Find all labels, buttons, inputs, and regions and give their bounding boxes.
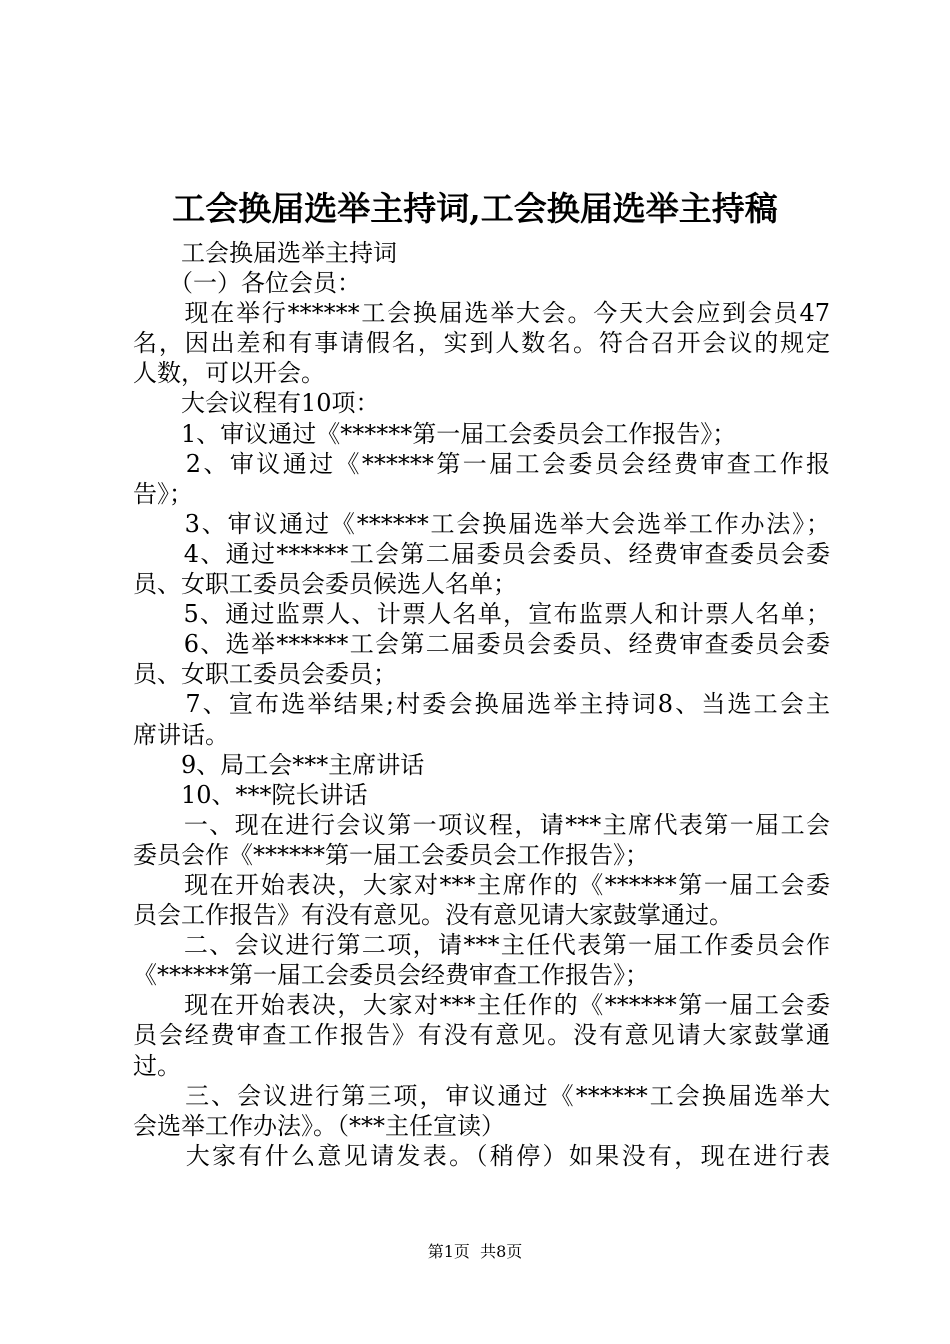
text-line: 3、审议通过《******工会换届选举大会选举工作办法》； — [133, 509, 830, 538]
text-line: 工会换届选举主持词 — [133, 239, 397, 267]
text-line: 现在开始表决，大家对***主席作的《******第一届工会委 — [133, 870, 830, 899]
text-line: 三、会议进行第三项，审议通过《******工会换届选举大 — [133, 1081, 830, 1110]
document-body — [133, 238, 830, 1171]
text-line: 《******第一届工会委员会经费审查工作报告》； — [133, 961, 649, 990]
text-line: 10、***院长讲话 — [133, 780, 368, 809]
text-line: 名，因出差和有事请假名，实到人数名。符合召开会议的规定 — [133, 329, 830, 358]
text-line: 二、会议进行第二项，请***主任代表第一届工作委员会作 — [133, 931, 830, 960]
text-line: 一、现在进行会议第一项议程，请***主席代表第一届工会 — [133, 810, 830, 839]
text-line: （一）各位会员： — [133, 269, 361, 298]
text-line: 大家有什么意见请发表。（稍停）如果没有，现在进行表 — [133, 1141, 830, 1170]
text-line: 过。 — [133, 1051, 181, 1080]
text-line: 现在开始表决，大家对***主任作的《******第一届工会委 — [133, 991, 830, 1020]
text-line: 大会议程有10项： — [133, 389, 380, 418]
text-line: 9、局工会***主席讲话 — [133, 750, 425, 779]
text-line: 4、通过******工会第二届委员会委员、经费审查委员会委 — [133, 539, 830, 568]
text-line: 人数，可以开会。 — [133, 359, 325, 388]
page-footer: 第1页 共8页 — [427, 1242, 523, 1261]
text-line: 员会工作报告》有没有意见。没有意见请大家鼓掌通过。 — [133, 901, 733, 930]
text-line: 5、通过监票人、计票人名单，宣布监票人和计票人名单； — [133, 600, 830, 629]
text-line: 2、审议通过《******第一届工会委员会经费审查工作报 — [133, 449, 830, 478]
text-line: 会选举工作办法》。（***主任宣读） — [133, 1111, 505, 1140]
text-line: 员、女职工委员会委员； — [133, 660, 397, 689]
text-line: 委员会作《******第一届工会委员会工作报告》； — [133, 840, 649, 869]
text-line: 7、宣布选举结果;村委会换届选举主持词8、当选工会主 — [133, 690, 830, 719]
text-line: 员会经费审查工作报告》有没有意见。没有意见请大家鼓掌通 — [133, 1021, 830, 1050]
text-line: 6、选举******工会第二届委员会委员、经费审查委员会委 — [133, 630, 830, 659]
text-line: 席讲话。 — [133, 720, 229, 749]
text-line: 现在举行******工会换届选举大会。今天大会应到会员47 — [133, 299, 830, 328]
text-line: 告》； — [133, 479, 193, 508]
document-title: 工会换届选举主持词,工会换届选举主持稿 — [172, 189, 778, 228]
text-line: 员、女职工委员会委员候选人名单； — [133, 570, 517, 599]
text-line: 1、审议通过《******第一届工会委员会工作报告》； — [133, 419, 737, 448]
